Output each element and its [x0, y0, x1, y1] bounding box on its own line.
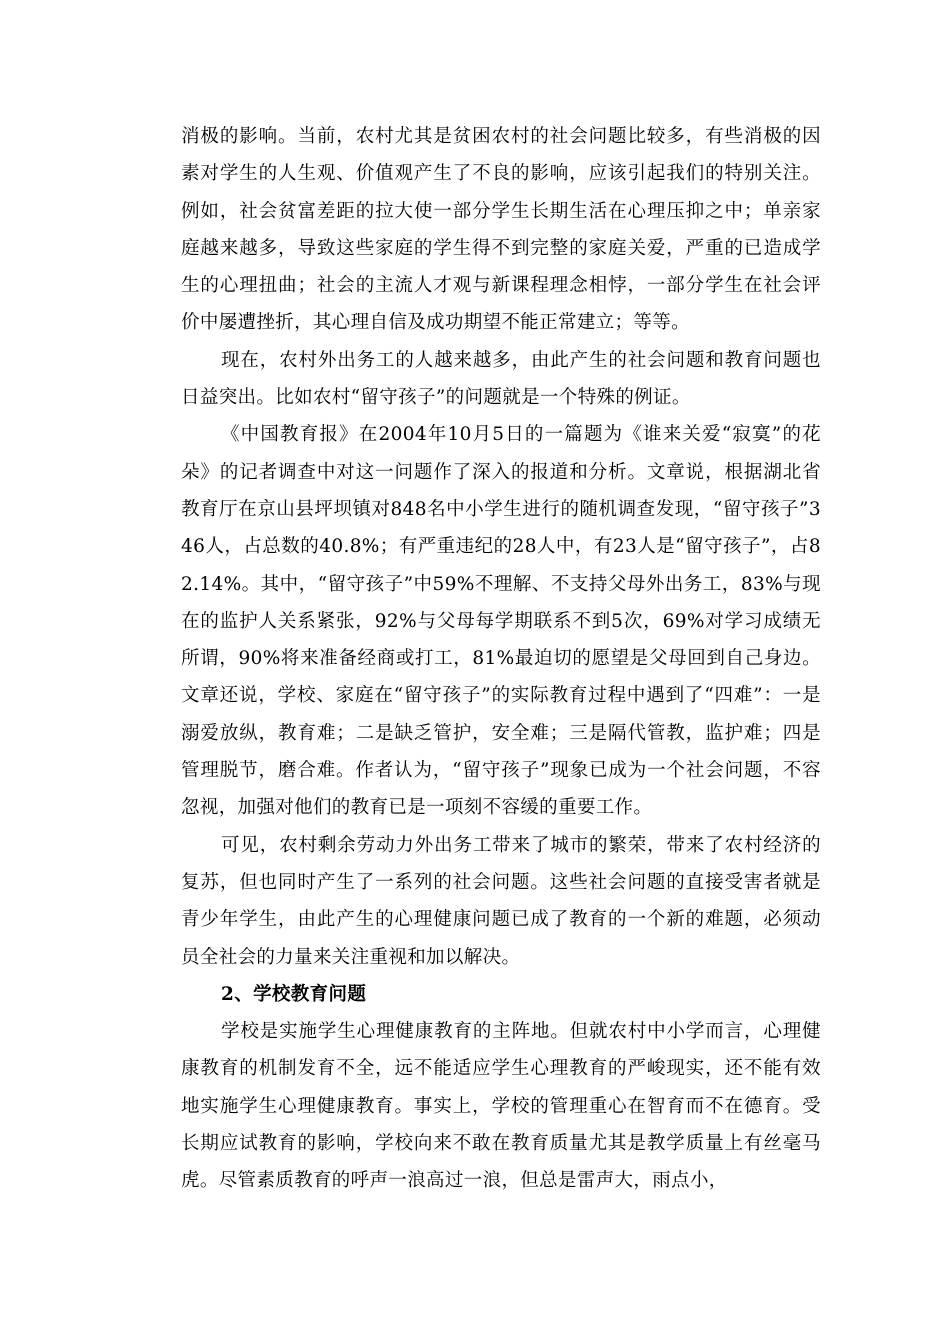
paragraph-conclusion: 可见，农村剩余劳动力外出务工带来了城市的繁荣，带来了农村经济的复苏，但也同时产生了一系列的社会问题。这些社会问题的直接受害者就是青少年学生，由此产生的心理健康问题已成了教育的一个新的难题，必须动员全社会的力量来关注重视和加以解决。 [181, 834, 821, 968]
section-heading: 2、学校教育问题 [221, 983, 367, 1005]
paragraph-migrant-workers: 现在，农村外出务工的人越来越多，由此产生的社会问题和教育问题也日益突出。比如农村“留守孩子”的问题就是一个特殊的例证。 [181, 349, 821, 409]
paragraph-school-education: 学校是实施学生心理健康教育的主阵地。但就农村中小学而言，心理健康教育的机制发育不全，远不能适应学生心理教育的严峻现实，还不能有效地实施学生心理健康教育。事实上，学校的管理重心在智育而不在德育。受长期应试教育的影响，学校向来不敢在教育质量尤其是教学质量上有丝毫马虎。尽管素质教育的呼声一浪高过一浪，但总是雷声大，雨点小， [181, 1021, 821, 1192]
paragraph-news-report: 《中国教育报》在2004年10月5日的一篇题为《谁来关爱“寂寞”的花朵》的记者调查中对这一问题作了深入的报道和分析。文章说，根据湖北省教育厅在京山县坪坝镇对848名中小学生进行的随机调查发现，“留守孩子”346人，占总数的40.8%；有严重违纪的28人中，有23人是“留守孩子”，占82.14%。其中，“留守孩子”中59%不理解、不支持父母外出务工，83%与现在的监护人关系紧张，92%与父母每学期联系不到5次，69%对学习成绩无所谓，90%将来准备经商或打工，81%最迫切的愿望是父母回到自己身边。文章还说，学校、家庭在“留守孩子”的实际教育过程中遇到了“四难”：一是溺爱放纵，教育难；二是缺乏管护，安全难；三是隔代管教，监护难；四是管理脱节，磨合难。作者认为，“留守孩子”现象已成为一个社会问题，不容忽视，加强对他们的教育已是一项刻不容缓的重要工作。 [181, 424, 821, 819]
document-body [181, 118, 821, 1200]
paragraph-social-influence: 消极的影响。当前，农村尤其是贫困农村的社会问题比较多，有些消极的因素对学生的人生观、价值观产生了不良的影响，应该引起我们的特别关注。例如，社会贫富差距的拉大使一部分学生长期生活在心理压抑之中；单亲家庭越来越多，导致这些家庭的学生得不到完整的家庭关爱，严重的已造成学生的心理扭曲；社会的主流人才观与新课程理念相悖，一部分学生在社会评价中屡遭挫折，其心理自信及成功期望不能正常建立；等等。 [181, 126, 821, 334]
